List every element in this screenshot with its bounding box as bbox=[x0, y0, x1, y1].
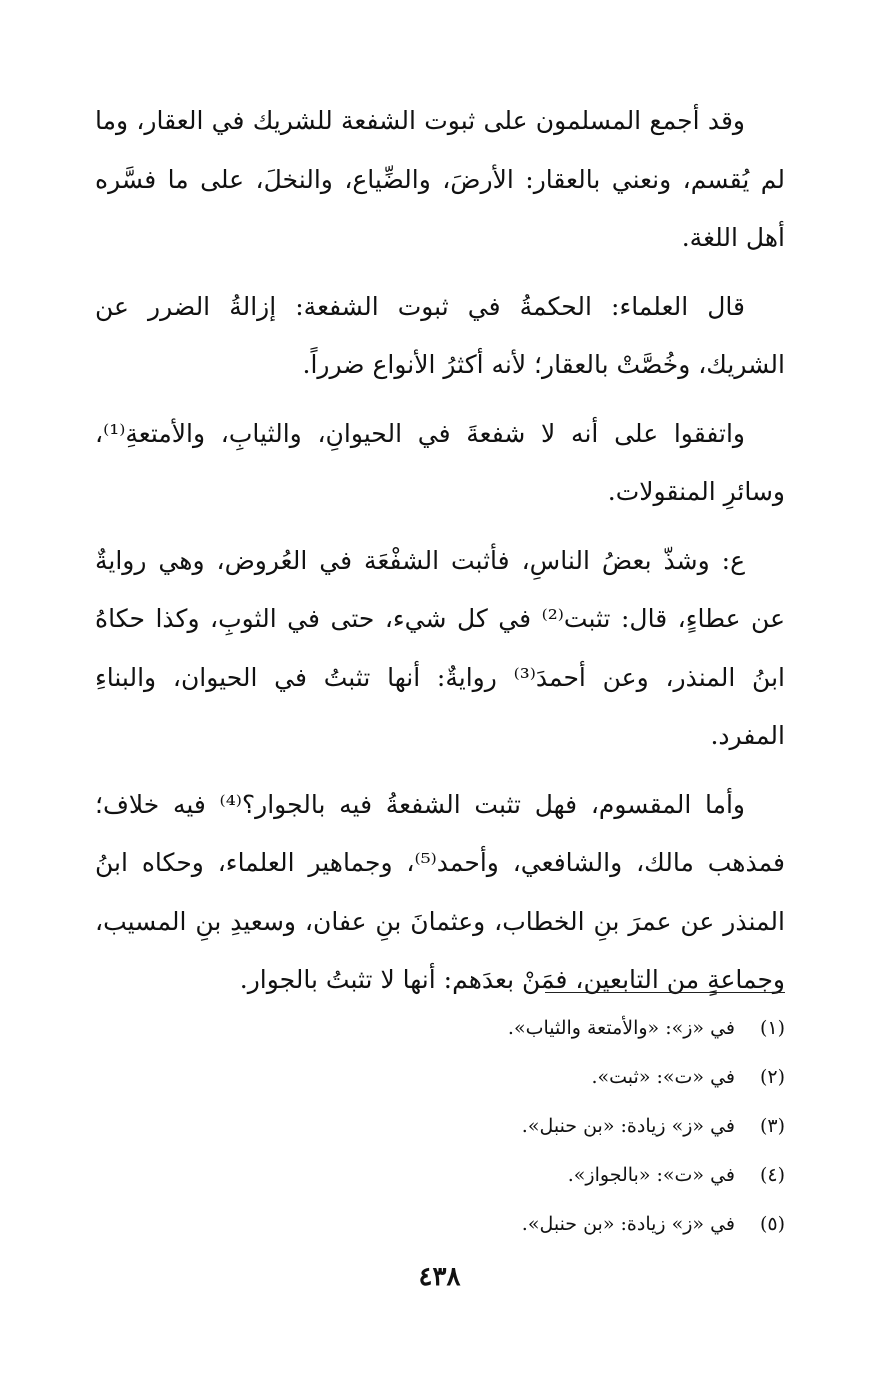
paragraph-4: ع: وشذّ بعضُ الناسِ، فأثبت الشفْعَة في العُروض، وهي روايةٌ عن عطاءٍ، قال: تثبت⁽²⁾ في كل شيء، حتى في الثوبِ، وكذا حكاهُ ابنُ المنذر، وعن أحمدَ⁽³⁾ روايةٌ: أنها تثبتُ في الحيوان، والبناءِ المفرد. bbox=[95, 545, 786, 750]
paragraph-3: واتفقوا على أنه لا شفعةَ في الحيوانِ، والثيابِ، والأمتعةِ⁽¹⁾، وسائرِ المنقولات. bbox=[95, 418, 785, 506]
footnotes bbox=[185, 1004, 785, 1249]
footnote-number: (٤) bbox=[759, 1164, 785, 1186]
footnote-3 bbox=[185, 1102, 785, 1151]
footnote-text: في «ز» زيادة: «بن حنبل». bbox=[521, 1115, 735, 1137]
footnote-divider bbox=[545, 992, 785, 993]
footnote-2 bbox=[185, 1053, 785, 1102]
footnote-4 bbox=[185, 1151, 785, 1200]
footnote-number: (٢) bbox=[759, 1066, 785, 1088]
footnote-text: في «ت»: «بالجواز». bbox=[567, 1164, 735, 1186]
footnote-1 bbox=[185, 1004, 785, 1053]
paragraph-5: وأما المقسوم، فهل تثبت الشفعةُ فيه بالجوار؟⁽⁴⁾ فيه خلاف؛ فمذهب مالك، والشافعي، وأحمد⁽⁵⁾، وجماهير العلماء، وحكاه ابنُ المنذر عن عمرَ بنِ الخطاب، وعثمانَ بنِ عفان، وسعيدِ بنِ المسيب، وجماعةٍ من التابعين، فمَنْ بعدَهم: أنها لا تثبتُ بالجوار. bbox=[95, 789, 785, 994]
paragraph-1: وقد أجمع المسلمون على ثبوت الشفعة للشريك في العقار، وما لم يُقسم، ونعني بالعقار: الأرضَ، والضِّياع، والنخلَ، على ما فسَّره أهل اللغة. bbox=[95, 106, 785, 252]
paragraph-2: قال العلماء: الحكمةُ في ثبوت الشفعة: إزالةُ الضرر عن الشريك، وخُصَّتْ بالعقار؛ لأنه أكثرُ الأنواع ضرراً. bbox=[95, 291, 785, 379]
footnote-5 bbox=[185, 1200, 785, 1249]
main-text bbox=[95, 92, 785, 1020]
footnote-number: (٥) bbox=[759, 1213, 785, 1235]
footnote-text: في «ت»: «ثبت». bbox=[591, 1066, 735, 1088]
footnote-text: في «ز»: «والأمتعة والثياب». bbox=[507, 1017, 735, 1039]
page-number: ٤٣٨ bbox=[418, 1262, 461, 1292]
footnote-text: في «ز» زيادة: «بن حنبل». bbox=[521, 1213, 735, 1235]
footnote-number: (٣) bbox=[759, 1115, 785, 1137]
footnote-number: (١) bbox=[759, 1017, 785, 1039]
